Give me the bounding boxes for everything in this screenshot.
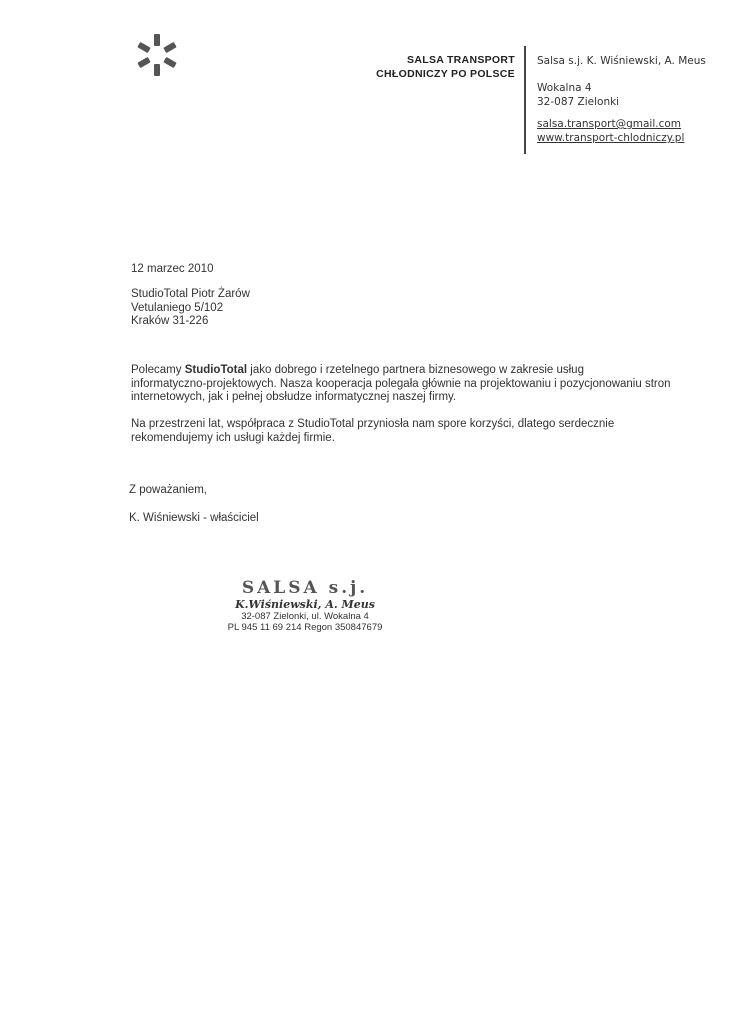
contact-city: 32-087 Zielonki	[537, 96, 620, 108]
paragraph-1-line-3: internetowych, jak i pełnej obsłudze informatycznej naszej firmy.	[131, 391, 457, 403]
contact-online	[537, 117, 684, 145]
contact-street: Wokalna 4	[537, 82, 592, 94]
signature: K. Wiśniewski - właściciel	[129, 512, 259, 524]
contact-address	[537, 81, 619, 109]
paragraph-2-line-1: Na przestrzeni lat, współpraca z StudioTotal przyniosła nam spore korzyści, dlatego serdecznie	[131, 418, 615, 430]
closing: Z poważaniem,	[129, 484, 207, 496]
paragraph-2-line-2: rekomendujemy ich usługi każdej firmie.	[131, 431, 335, 444]
recipient-block	[131, 288, 250, 329]
company-name-line1: SALSA TRANSPORT	[407, 54, 515, 66]
paragraph-1-line-1	[131, 364, 671, 378]
stamp-owners: K.Wiśniewski, A. Meus	[235, 598, 375, 611]
company-name	[376, 53, 515, 81]
contact-email-link[interactable]: salsa.transport@gmail.com	[537, 118, 682, 130]
paragraph-2	[131, 418, 614, 445]
stamp-address: 32-087 Zielonki, ul. Wokalna 4	[241, 611, 369, 622]
contact-website-link[interactable]: www.transport-chlodniczy.pl	[537, 132, 685, 144]
recipient-city: Kraków 31-226	[131, 315, 209, 327]
contact-block	[537, 54, 706, 68]
company-name-line2: CHŁODNICZY PO POLSCE	[376, 68, 515, 80]
contact-firm: Salsa s.j. K. Wiśniewski, A. Meus	[537, 55, 706, 67]
paragraph-1-prefix: Polecamy	[131, 364, 185, 376]
paragraph-1	[131, 364, 671, 405]
stamp-name: SALSA s.j.	[241, 578, 369, 598]
recipient-name: StudioTotal Piotr Żarów	[131, 288, 250, 300]
paragraph-1-line-2: informatyczno-projektowych. Nasza kooperacja polegała głównie na projektowaniu i pozycjonowaniu stron	[131, 377, 671, 390]
stamp-ids: PL 945 11 69 214 Regon 350847679	[227, 622, 383, 633]
snowflake-asterisk-icon	[134, 32, 180, 78]
recipient-street: Vetulaniego 5/102	[131, 301, 224, 314]
letter-date: 12 marzec 2010	[131, 263, 214, 275]
company-stamp	[222, 578, 388, 633]
paragraph-1-line-1-rest: jako dobrego i rzetelnego partnera biznesowego w zakresie usług	[247, 364, 584, 376]
header-divider	[524, 46, 526, 154]
recipient-brand-bold: StudioTotal	[184, 364, 248, 376]
